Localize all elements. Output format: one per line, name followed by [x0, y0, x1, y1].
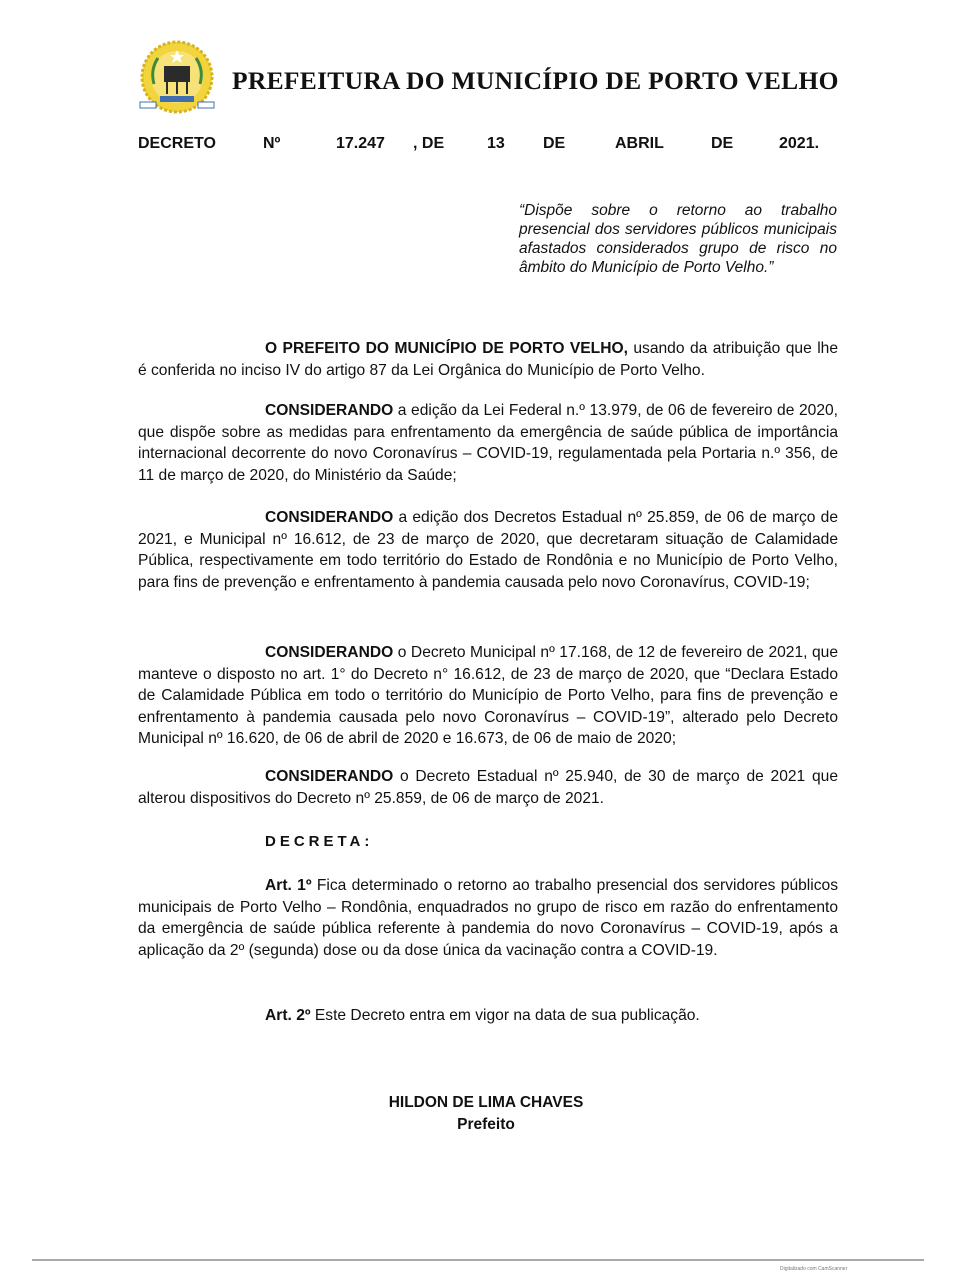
considerando-paragraph	[138, 507, 838, 593]
article-lead: Art. 1º	[265, 877, 312, 894]
paragraph-lead: CONSIDERANDO	[265, 509, 394, 526]
paragraph-lead: CONSIDERANDO	[265, 402, 394, 419]
article-2	[138, 1005, 838, 1027]
decree-word: DECRETO	[138, 135, 216, 152]
decree-heading	[138, 135, 820, 155]
decree-de-2: DE	[543, 135, 566, 152]
article-lead: Art. 2º	[265, 1007, 311, 1024]
article-text: Fica determinado o retorno ao trabalho presencial dos servidores públicos municipais de Porto Velho – Rondônia, enquadrados no grupo de risco em razão do enfrentamento da emergência de saúde pública referente à pandemia do novo Coronavírus – COVID-19, após a aplicação da 2º (segunda) dose ou da dose única da vacinação contra a COVID-19.	[138, 877, 838, 959]
paragraph-lead: O PREFEITO DO MUNICÍPIO DE PORTO VELHO,	[265, 340, 628, 357]
header-title: PREFEITURA DO MUNICÍPIO DE PORTO VELHO	[232, 66, 839, 95]
decreta-heading: DECRETA:	[265, 833, 374, 850]
paragraph-lead: CONSIDERANDO	[265, 644, 394, 661]
decree-de-1: , DE	[413, 135, 445, 152]
decree-day: 13	[487, 135, 505, 152]
paragraph-text: o Decreto Estadual nº 25.940, de 30 de março de 2021 que alterou dispositivos do Decreto nº 25.859, de 06 de março de 2021.	[138, 768, 838, 807]
signatory-name: HILDON DE LIMA CHAVES	[388, 1094, 584, 1111]
article-1	[138, 875, 838, 961]
considerando-paragraph	[138, 642, 838, 750]
decree-de-3: DE	[711, 135, 734, 152]
paragraph-text: o Decreto Municipal nº 17.168, de 12 de fevereiro de 2021, que manteve o disposto no art. 1° do Decreto n° 16.612, de 23 de março de 2020, que “Declara Estado de Calamidade Pública em todo o território do Município de Porto Velho, para fins de prevenção e enfrentamento à pandemia causada pelo novo Coronavírus – COVID-19”, alterado pelo Decreto Municipal nº 16.620, de 06 de abril de 2020 e 16.673, de 06 de maio de 2020;	[138, 644, 838, 748]
decree-month: ABRIL	[615, 135, 664, 152]
paragraph-text: usando da atribuição que lhe é conferida no inciso IV do artigo 87 da Lei Orgânica do Município de Porto Velho.	[138, 340, 838, 379]
signatory-role: Prefeito	[457, 1116, 515, 1133]
paragraph-text: a edição dos Decretos Estadual nº 25.859, de 06 de março de 2021, e Municipal nº 16.612, de 23 de março de 2020, que decretaram situação de Calamidade Pública, respectivamente em todo território do Estado de Rondônia e no Município de Porto Velho, para fins de prevenção e enfrentamento à pandemia causada pelo novo Coronavírus, COVID-19;	[138, 509, 838, 591]
article-text: Este Decreto entra em vigor na data de sua publicação.	[310, 1007, 700, 1024]
coat-of-arms-logo	[136, 40, 218, 118]
paragraph-text: a edição da Lei Federal n.º 13.979, de 06 de fevereiro de 2020, que dispõe sobre as medidas para enfrentamento da emergência de saúde pública de importância internacional decorrente do novo Coronavírus – COVID-19, regulamentada pela Portaria n.º 356, de 11 de março de 2020, do Ministério da Saúde;	[138, 402, 838, 484]
scanner-watermark: Digitalizado com CamScanner	[780, 1266, 848, 1272]
considerando-paragraph	[138, 400, 838, 486]
paragraph-lead: CONSIDERANDO	[265, 768, 394, 785]
decree-number: 17.247	[336, 135, 385, 152]
decree-number-label: Nº	[263, 135, 281, 152]
footer-divider	[32, 1259, 924, 1261]
decree-year: 2021.	[779, 135, 820, 152]
preamble-paragraph	[138, 338, 838, 381]
ementa: “Dispõe sobre o retorno ao trabalho presencial dos servidores públicos municipais afastados considerados grupo de risco no âmbito do Município de Porto Velho.”	[519, 202, 837, 276]
considerando-paragraph	[138, 766, 838, 809]
